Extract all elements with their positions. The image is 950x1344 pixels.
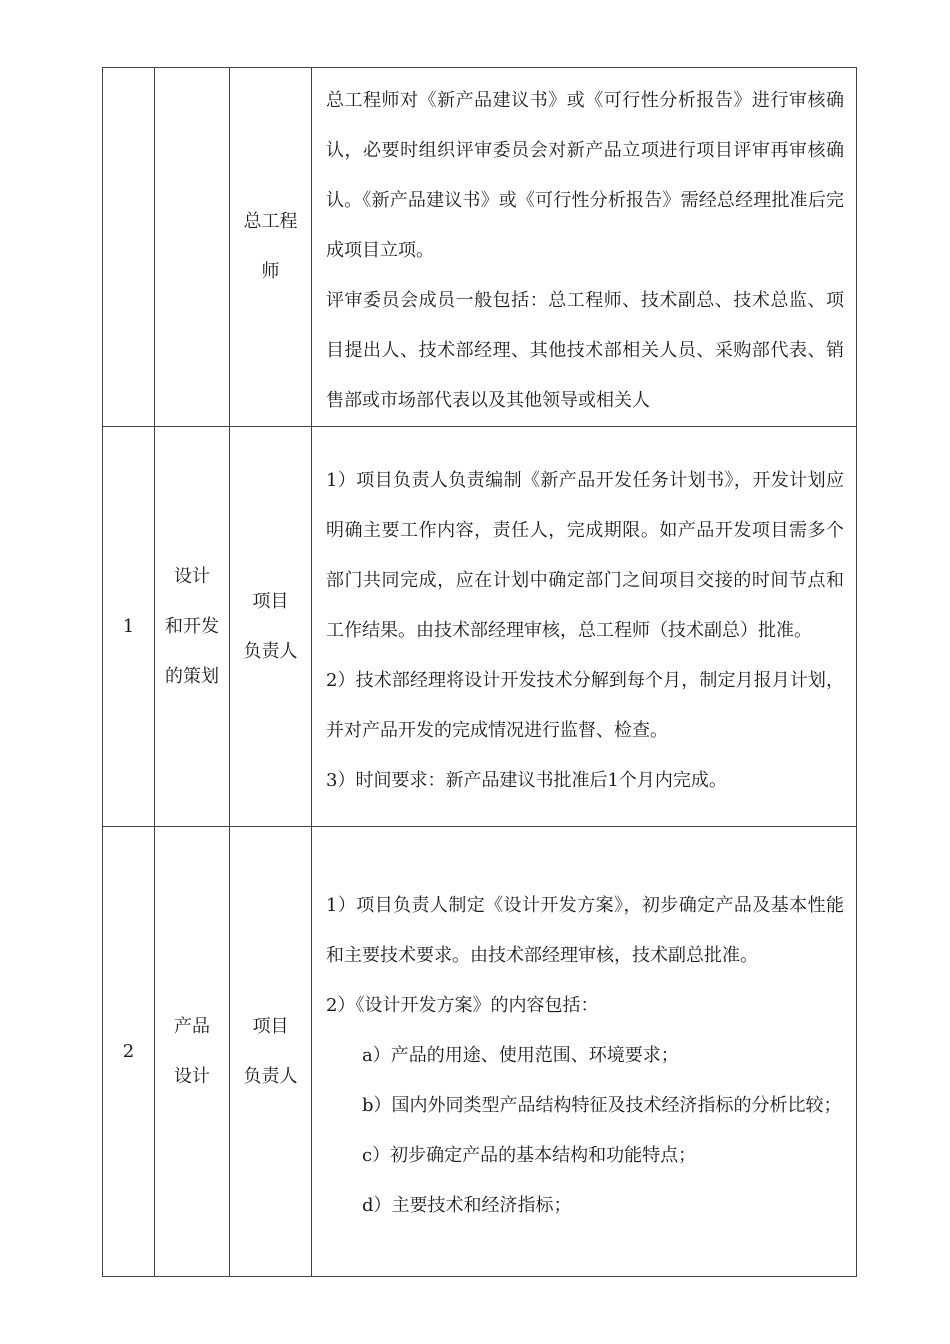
content-paragraph: 1）项目负责人负责编制《新产品开发任务计划书》，开发计划应明确主要工作内容，责任人，完成期限。如产品开发项目需多个部门共同完成，应在计划中确定部门之间项目交接的时间节点和工作结果。由技术部经理审核，总工程师（技术副总）批准。 <box>326 470 844 641</box>
stage-text: 的策划 <box>165 665 219 687</box>
content-paragraph: 3）时间要求：新产品建议书批准后1个月内完成。 <box>326 770 727 791</box>
content-paragraph: 评审委员会成员一般包括：总工程师、技术副总、技术总监、项目提出人、技术部经理、其他技术部相关人员、采购部代表、销售部或市场部代表以及其他领导或相关人 <box>326 290 844 411</box>
content-cell <box>312 827 857 1277</box>
process-table <box>102 67 857 1277</box>
content-cell <box>312 427 857 827</box>
content-paragraph: c）初步确定产品的基本结构和功能特点； <box>362 1145 697 1166</box>
role-text: 负责人 <box>243 1065 298 1087</box>
role-cell <box>230 427 312 827</box>
role-text: 负责人 <box>243 640 298 662</box>
stage-cell <box>155 68 230 427</box>
row-number: 2 <box>122 1040 135 1062</box>
role-text: 项目 <box>252 1015 289 1037</box>
content-paragraph: 2）技术部经理将设计开发技术分解到每个月，制定月报月计划，并对产品开发的完成情况进行监督、检查。 <box>326 670 844 741</box>
stage-text: 产品 <box>174 1015 210 1037</box>
row-number: 1 <box>122 615 135 637</box>
role-cell <box>230 68 312 427</box>
table-row <box>103 827 857 1277</box>
role-text: 项目 <box>252 590 289 612</box>
content-paragraph: 2）《设计开发方案》的内容包括： <box>326 995 599 1016</box>
stage-text: 和开发 <box>165 615 219 637</box>
role-text: 师 <box>261 261 280 282</box>
row-number-cell <box>103 827 155 1277</box>
row-number-cell <box>103 68 155 427</box>
stage-cell <box>155 827 230 1277</box>
table-row <box>103 68 857 427</box>
content-paragraph: b）国内外同类型产品结构特征及技术经济指标的分析比较； <box>362 1095 842 1116</box>
table-row <box>103 427 857 827</box>
stage-text: 设计 <box>174 565 210 587</box>
stage-text: 设计 <box>174 1065 210 1087</box>
content-paragraph: a）产品的用途、使用范围、环境要求； <box>362 1045 679 1066</box>
stage-cell <box>155 427 230 827</box>
row-number-cell <box>103 427 155 827</box>
content-paragraph: d）主要技术和经济指标； <box>362 1195 572 1216</box>
role-text: 总工程 <box>243 211 298 232</box>
content-paragraph: 1）项目负责人制定《设计开发方案》，初步确定产品及基本性能和主要技术要求。由技术部经理审核，技术副总批准。 <box>326 895 844 966</box>
content-paragraph: 总工程师对《新产品建议书》或《可行性分析报告》进行审核确认，必要时组织评审委员会对新产品立项进行项目评审再审核确认。《新产品建议书》或《可行性分析报告》需经总经理批准后完成项目立项。 <box>326 90 844 261</box>
content-cell <box>312 68 857 427</box>
role-cell <box>230 827 312 1277</box>
